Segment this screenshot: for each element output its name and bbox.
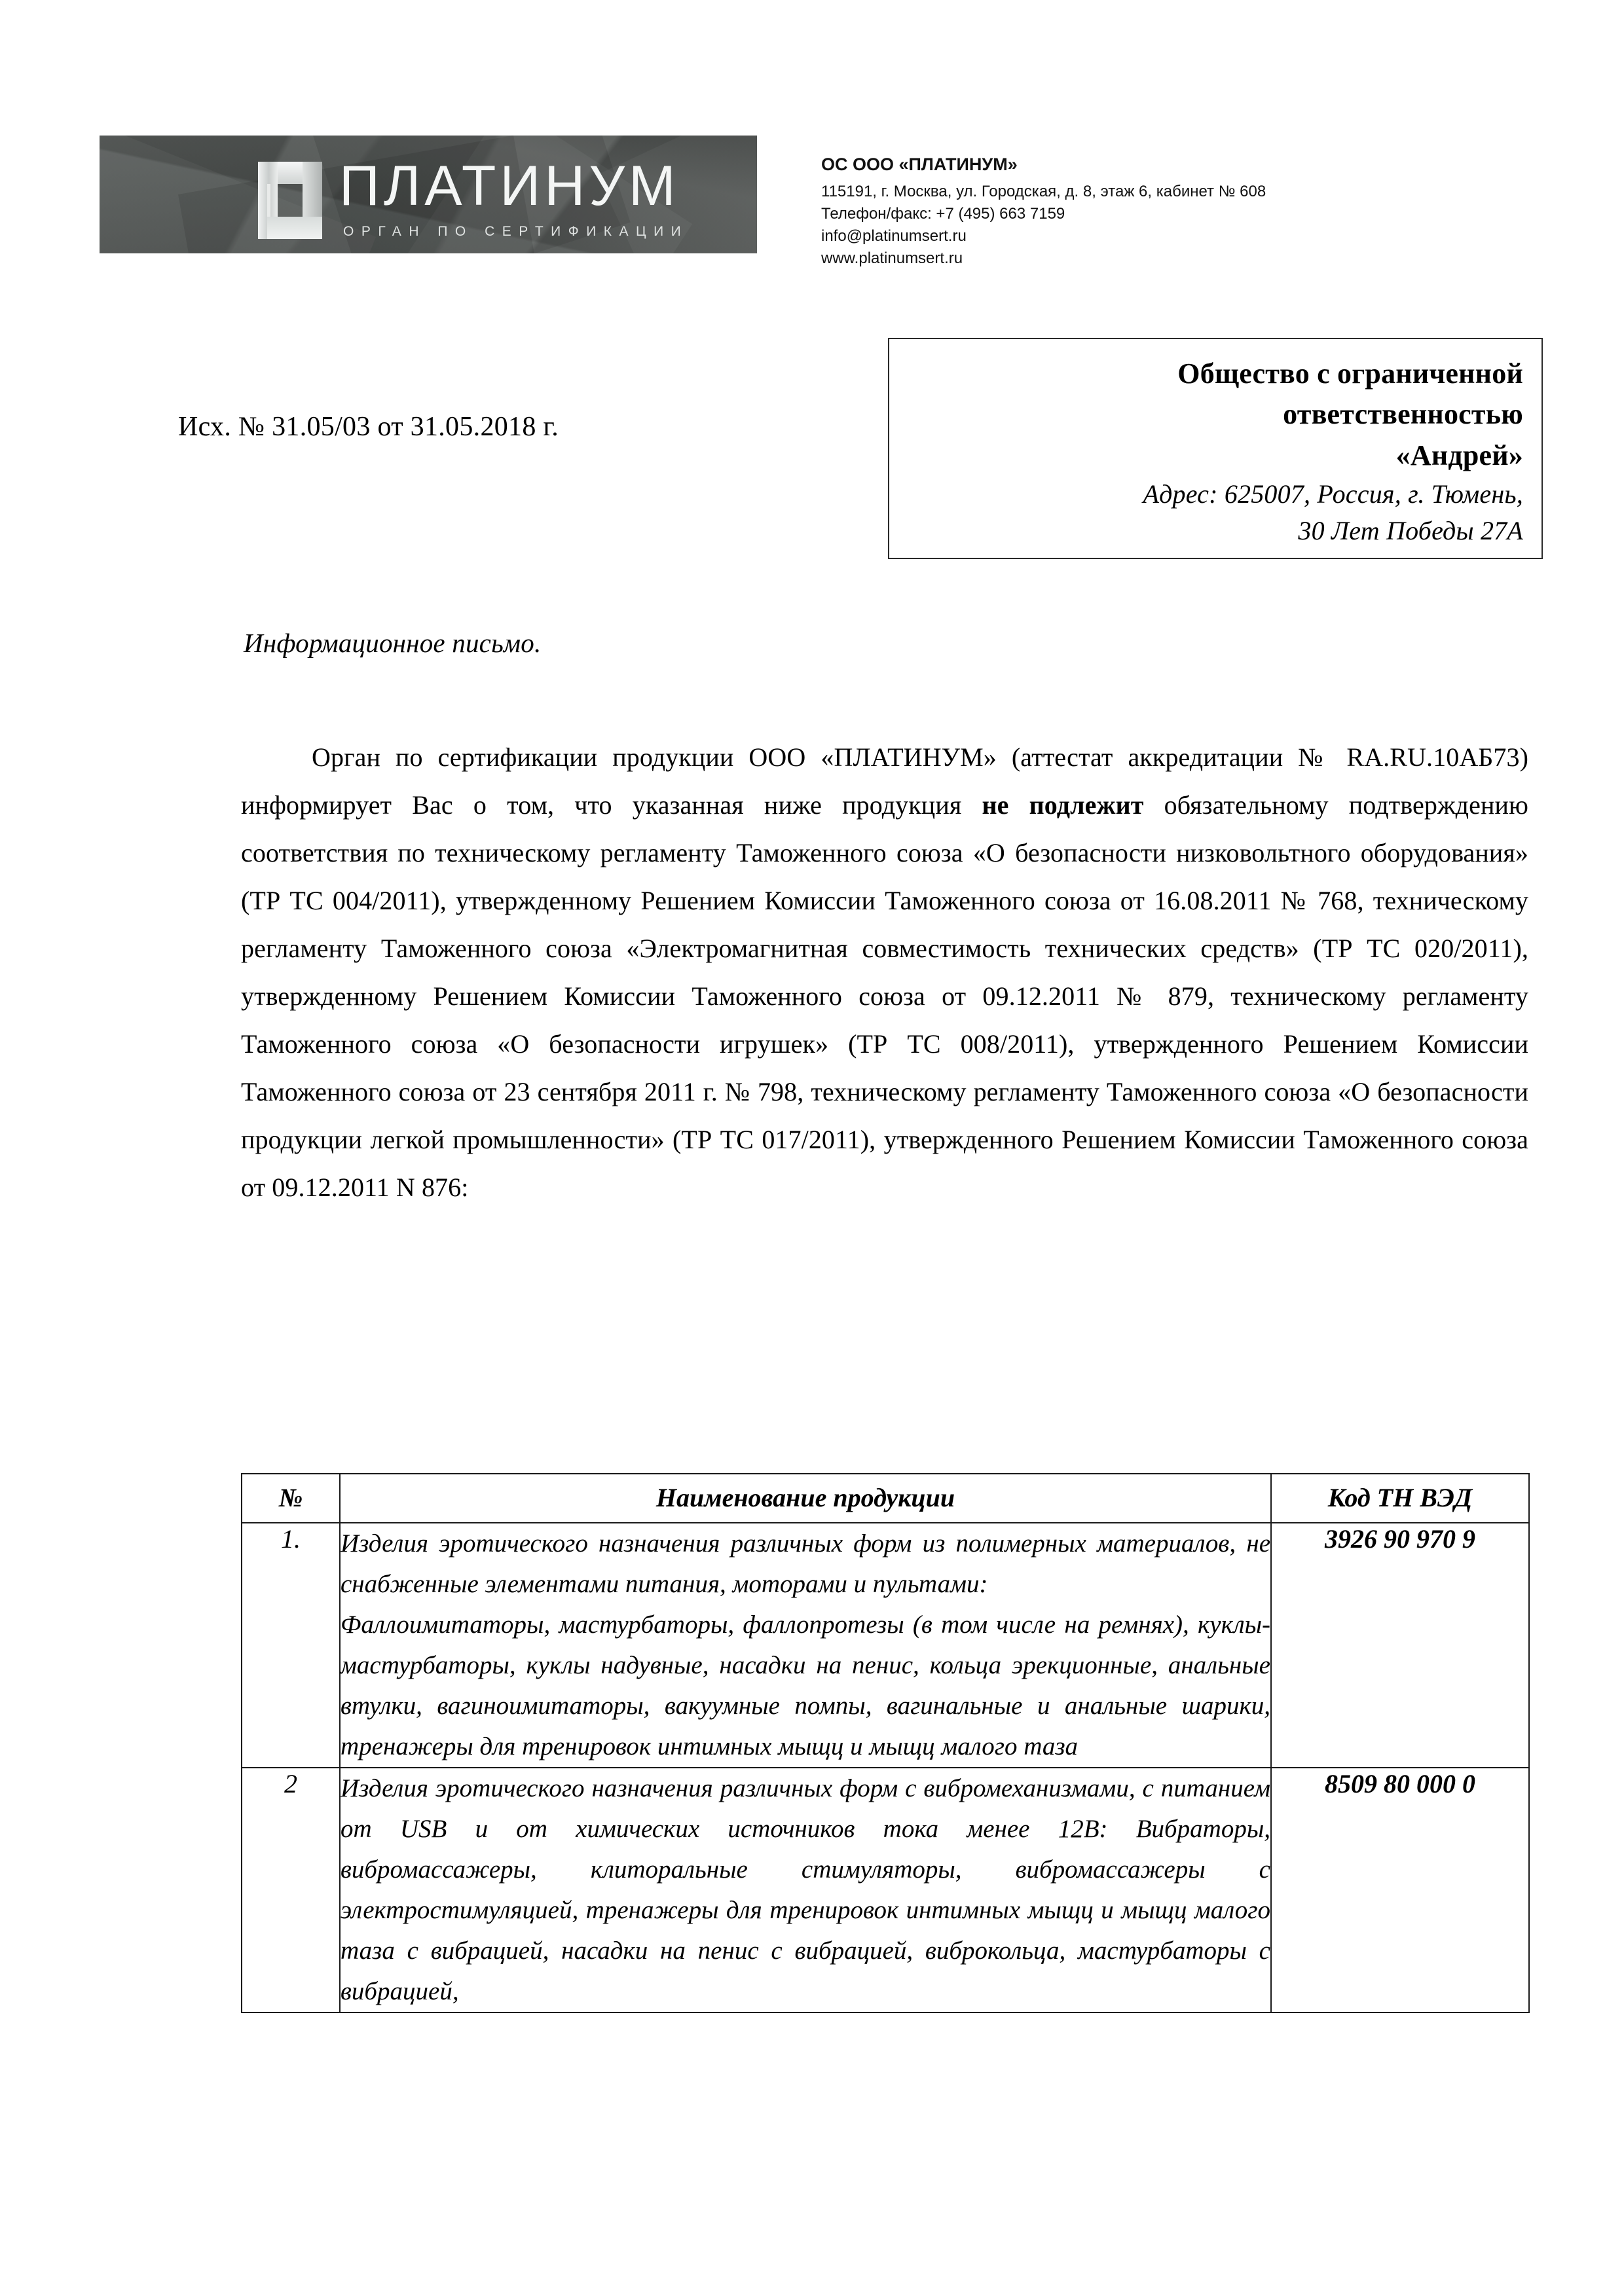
document-subject: Информационное письмо.	[244, 628, 542, 658]
organization-phone: Телефон/факс: +7 (495) 663 7159	[821, 205, 1065, 223]
organization-name: ОС ООО «ПЛАТИНУМ»	[821, 155, 1018, 174]
row-product-name-part2: Фаллоимитаторы, мастурбаторы, фаллопротезы (в том числе на ремнях), куклы-мастурбаторы, куклы надувные, насадки на пенис, кольца эрекционные, анальные втулки, вагиноимитаторы, вакуумные помпы, вагинальные и анальные шарики, тренажеры для тренировок интимных мыщц и мыщц малого таза	[341, 1611, 1270, 1760]
recipient-block	[888, 338, 1543, 559]
recipient-name-line1: Общество с ограниченной	[1177, 357, 1523, 390]
organization-email: info@platinumsert.ru	[821, 227, 967, 246]
recipient-address-line1: Адрес: 625007, Россия, г. Тюмень,	[1143, 479, 1523, 509]
logo-tagline-text: ОРГАН ПО СЕРТИФИКАЦИИ	[343, 224, 689, 240]
row-product-name: Изделия эротического назначения различных форм с вибромеханизмами, с питанием от USB и от химических источников тока менее 12В: Вибраторы, вибромассажеры, клиторальные стимуляторы, вибромассажеры с электростимуляцией, тренажеры для тренировок интимных мыщц и мыщц малого таза с вибрацией, насадки на пенис с вибрацией, виброкольца, мастурбаторы с вибрацией,	[340, 1768, 1271, 2013]
row-code: 3926 90 970 9	[1271, 1523, 1529, 1768]
table-row	[242, 1768, 1529, 2013]
row-number: 1.	[242, 1523, 340, 1768]
recipient-name-line2: ответственностью	[1283, 398, 1523, 431]
company-logo	[100, 136, 757, 253]
platinum-mark-icon	[258, 162, 322, 239]
recipient-address-line2: 30 Лет Победы 27А	[1298, 516, 1523, 546]
header-code: Код ТН ВЭД	[1271, 1474, 1529, 1523]
body-part-2: обязательному подтверждению соответствия по техническому регламенту Таможенного союза «О безопасности низковольтного оборудования» (ТР ТС 004/2011), утвержденному Решением Комиссии Таможенного союза от 16.08.2011 № 768, техническому регламенту Таможенного союза «Электромагнитная совместимость технических средств» (ТР ТС 020/2011), утвержденному Решением Комиссии Таможенного союза от 09.12.2011 № 879, техническому регламенту Таможенного союза «О безопасности игрушек» (ТР ТС 008/2011), утвержденного Решением Комиссии Таможенного союза от 23 сентября 2011 г. № 798, техническому регламенту Таможенного союза «О безопасности продукции легкой промышленности» (ТР ТС 017/2011), утвержденного Решением Комиссии Таможенного союза от 09.12.2011 N 876:	[241, 790, 1528, 1202]
header-product-name: Наименование продукции	[340, 1474, 1271, 1523]
row-product-name-part1: Изделия эротического назначения различных форм из полимерных материалов, не снабженные элементами питания, моторами и пультами:	[341, 1529, 1270, 1598]
recipient-name-line3: «Андрей»	[1395, 439, 1523, 471]
table-row	[242, 1523, 1529, 1768]
letterhead	[0, 0, 1624, 308]
body-part-1: Орган по сертификации продукции ООО «ПЛАТИНУМ» (аттестат аккредитации № RA.RU.10АБ73) информирует Вас о том, что указанная ниже продукция	[241, 742, 1528, 820]
table-header-row	[242, 1474, 1529, 1523]
organization-address: 115191, г. Москва, ул. Городская, д. 8, этаж 6, кабинет № 608	[821, 183, 1266, 200]
row-code: 8509 80 000 0	[1271, 1768, 1529, 2013]
row-number: 2	[242, 1768, 340, 2013]
product-table	[241, 1473, 1530, 2013]
row-product-name	[340, 1523, 1271, 1768]
organization-website: www.platinumsert.ru	[821, 249, 963, 268]
body-emphasis: не подлежит	[982, 790, 1144, 820]
letter-body	[241, 733, 1528, 1211]
logo-brand-text: ПЛАТИНУМ	[339, 155, 680, 217]
organization-contacts	[821, 156, 1266, 270]
reference-number: Исх. № 31.05/03 от 31.05.2018 г.	[178, 412, 559, 442]
header-number: №	[242, 1474, 340, 1523]
